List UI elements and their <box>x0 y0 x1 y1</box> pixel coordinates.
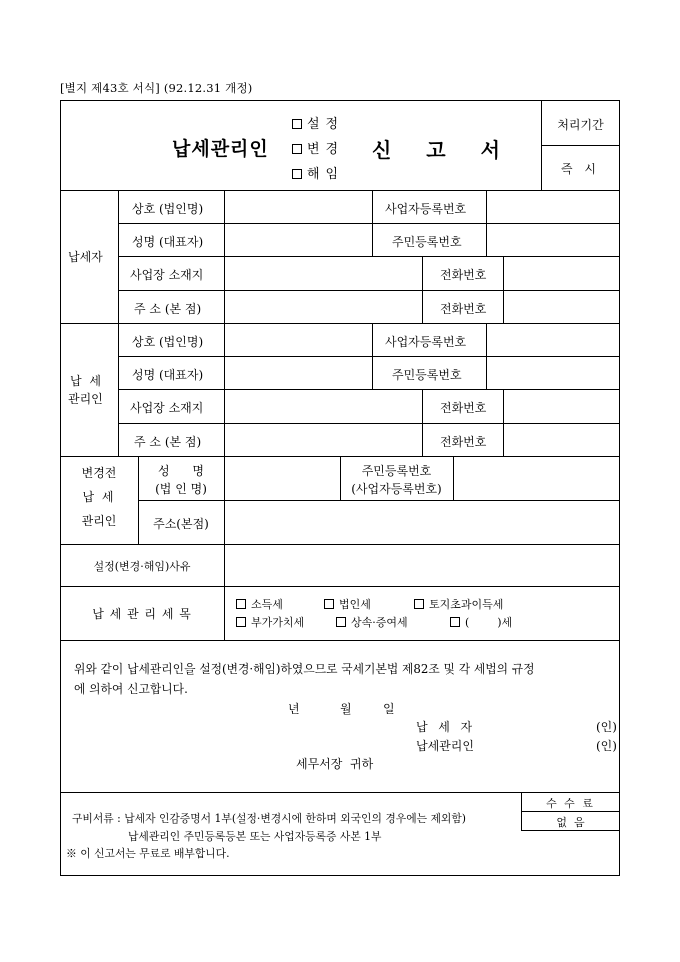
prev-agent-id-label-2: (사업자등록번호) <box>351 482 442 496</box>
agent-bizaddr-label: 사업장 소재지 <box>130 401 204 415</box>
agent-address-label: 주 소 (본 점) <box>134 435 202 449</box>
declaration-line-1: 위와 같이 납세관리인을 설정(변경·해임)하였으므로 국세기본법 제82조 및 각 세법의 규정 <box>74 662 535 676</box>
option-setup[interactable]: 설정 <box>292 113 344 132</box>
agent-group-label-1: 납 세 <box>70 374 103 388</box>
taxpayer-name-label: 성명 (대표자) <box>132 235 204 249</box>
taxpayer-phone-label: 전화번호 <box>440 268 487 282</box>
taxpayer-bizaddr-label: 사업장 소재지 <box>130 268 204 282</box>
taxpayer-bizreg-label: 사업자등록번호 <box>385 202 467 216</box>
recipient: 세무서장 귀하 <box>296 757 374 771</box>
signer-taxpayer: 납 세 자 <box>416 720 474 734</box>
taxpayer-address-label: 주 소 (본 점) <box>134 302 202 316</box>
seal-agent: (인) <box>596 739 617 753</box>
divider <box>541 145 620 146</box>
agent-phone-label: 전화번호 <box>440 401 487 415</box>
checkbox-inheritance-tax[interactable] <box>336 617 346 627</box>
tax-item-income[interactable]: 소득세 <box>236 596 283 612</box>
divider <box>60 190 620 191</box>
option-change[interactable]: 변경 <box>292 138 344 157</box>
checkbox-income-tax[interactable] <box>236 599 246 609</box>
checkbox-setup[interactable] <box>292 119 302 129</box>
taxpayer-resreg-label: 주민등록번호 <box>392 235 462 249</box>
agent-company-label: 상호 (법인명) <box>132 335 204 349</box>
signer-agent: 납세관리인 <box>416 739 474 753</box>
reason-label: 설정(변경·해임)사유 <box>93 560 191 573</box>
form-title-prefix: 납세관리인 <box>172 138 269 160</box>
date-month: 월 <box>340 702 352 716</box>
tax-item-vat[interactable]: 부가가치세 <box>236 614 304 630</box>
prev-agent-name-label-2: (법 인 명) <box>155 482 207 496</box>
checkbox-vat[interactable] <box>236 617 246 627</box>
agent-resreg-label: 주민등록번호 <box>392 368 462 382</box>
fee-value: 없 음 <box>556 816 585 829</box>
tax-item-inheritance[interactable]: 상속·증여세 <box>336 614 408 630</box>
declaration-line-2: 에 의하여 신고합니다. <box>74 682 188 696</box>
date-year: 년 <box>288 702 300 716</box>
checkbox-corporate-tax[interactable] <box>324 599 334 609</box>
checkbox-dismiss[interactable] <box>292 169 302 179</box>
option-dismiss[interactable]: 해임 <box>292 163 344 182</box>
checkbox-other-tax[interactable] <box>450 617 460 627</box>
required-docs-line-2: 납세관리인 주민등록등본 또는 사업자등록증 사본 1부 <box>128 830 382 843</box>
required-docs-line-1: 구비서류 : 납세자 인감증명서 1부(설정·변경시에 한하며 외국인의 경우에는 제외함) <box>72 812 466 825</box>
checkbox-change[interactable] <box>292 144 302 154</box>
seal-taxpayer: (인) <box>596 720 617 734</box>
processing-period-value: 즉 시 <box>561 162 600 176</box>
prev-agent-address-label: 주소(본점) <box>153 517 209 531</box>
prev-agent-name-label-1: 성 명 <box>157 464 205 478</box>
taxpayer-company-label: 상호 (법인명) <box>132 202 204 216</box>
agent-phone2-label: 전화번호 <box>440 435 487 449</box>
processing-period-label: 처리기간 <box>557 118 604 132</box>
checkbox-land-tax[interactable] <box>414 599 424 609</box>
fee-label: 수 수 료 <box>546 797 595 810</box>
tax-item-other[interactable]: ( )세 <box>450 614 512 630</box>
prev-agent-label-3: 관리인 <box>81 514 117 528</box>
agent-bizreg-label: 사업자등록번호 <box>385 335 467 349</box>
form-header: [별지 제43호 서식] (92.12.31 개정) <box>60 81 253 95</box>
prev-agent-label-2: 납 세 <box>82 490 116 504</box>
free-distribution-note: ※ 이 신고서는 무료로 배부합니다. <box>66 847 230 860</box>
tax-items-label: 납 세 관 리 세 목 <box>92 607 192 621</box>
date-day: 일 <box>383 702 395 716</box>
taxpayer-phone2-label: 전화번호 <box>440 302 487 316</box>
form-title-suffix: 신 고 서 <box>372 138 514 162</box>
agent-group-label-2: 관리인 <box>68 392 103 406</box>
tax-item-land[interactable]: 토지초과이득세 <box>414 596 503 612</box>
prev-agent-label-1: 변경전 <box>81 466 117 480</box>
agent-name-label: 성명 (대표자) <box>132 368 204 382</box>
prev-agent-id-label-1: 주민등록번호 <box>361 464 432 478</box>
tax-item-corporate[interactable]: 법인세 <box>324 596 371 612</box>
taxpayer-group-label: 납세자 <box>68 250 103 264</box>
